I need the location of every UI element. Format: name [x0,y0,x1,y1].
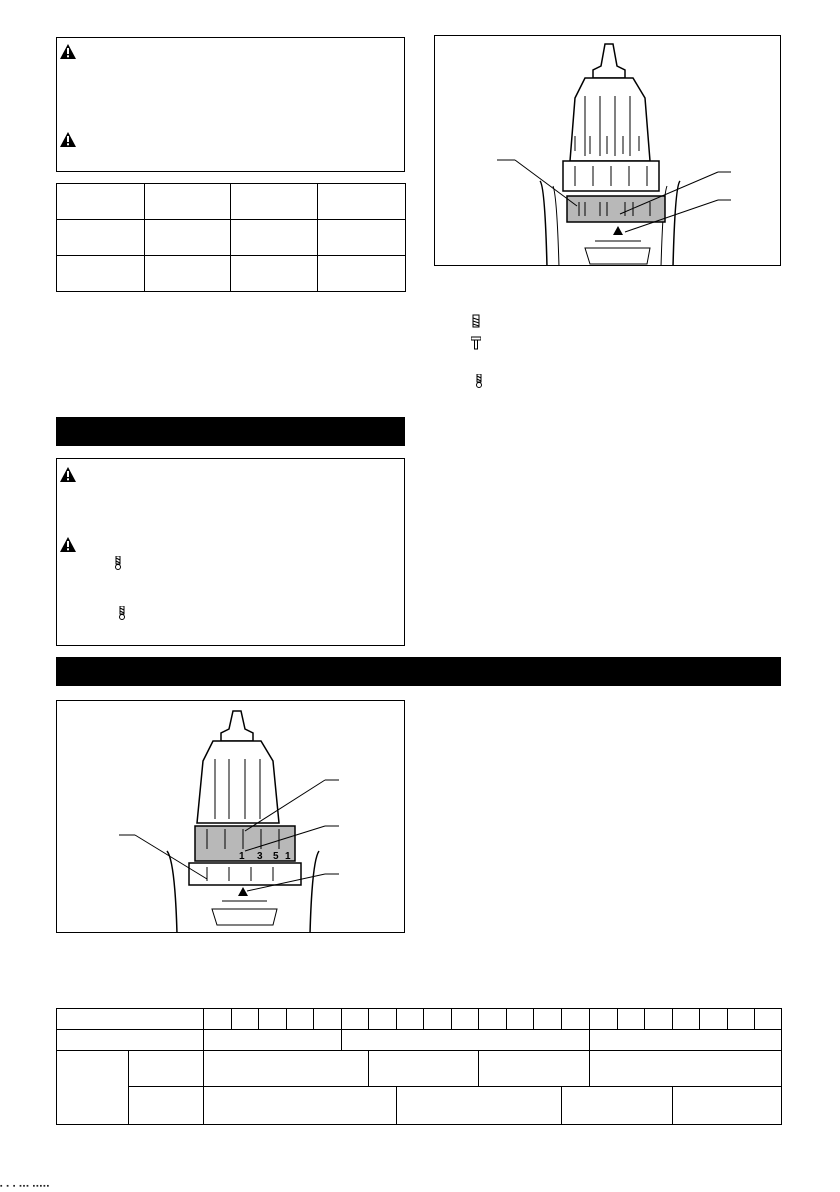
caution-box-top [56,37,405,172]
torque-table-grid [56,1008,782,1125]
screwdriving-mode-icon [117,606,127,620]
table-cell [231,184,318,220]
figure-drill-torque-ring [56,700,405,933]
scale-number: 1 [239,851,245,862]
table-cell [318,256,406,292]
table-cell [231,256,318,292]
figure-drill-action-mode [434,35,781,266]
table-cell [57,256,145,292]
warning-triangle-icon [60,132,76,147]
table-cell [145,220,231,256]
scale-number: 5 [273,851,279,862]
hammer-mode-icon [471,336,481,350]
scale-number: 3 [257,851,263,862]
page-footer: ▪ ▪ ▪ ▪▪▪ ▪▪▪▪▪ [0,1183,51,1190]
drill-illustration [57,701,405,933]
table-cell [231,220,318,256]
section-header-bar [56,417,405,446]
caution-box-middle [56,458,405,646]
warning-triangle-icon [60,537,76,552]
table-cell [57,184,145,220]
drill-illustration [435,36,781,266]
scale-number: 1 [285,851,291,862]
screwdriving-mode-icon [474,374,484,388]
torque-table [56,1008,782,1125]
section-header-bar-wide [56,657,781,686]
drilling-mode-icon [471,314,481,328]
table-cell [57,220,145,256]
table-cell [318,220,406,256]
speed-table [56,183,406,292]
table-cell [145,256,231,292]
table-cell [318,184,406,220]
screwdriving-mode-icon [113,556,123,570]
warning-triangle-icon [60,467,76,482]
warning-triangle-icon [60,44,76,59]
table-cell [145,184,231,220]
